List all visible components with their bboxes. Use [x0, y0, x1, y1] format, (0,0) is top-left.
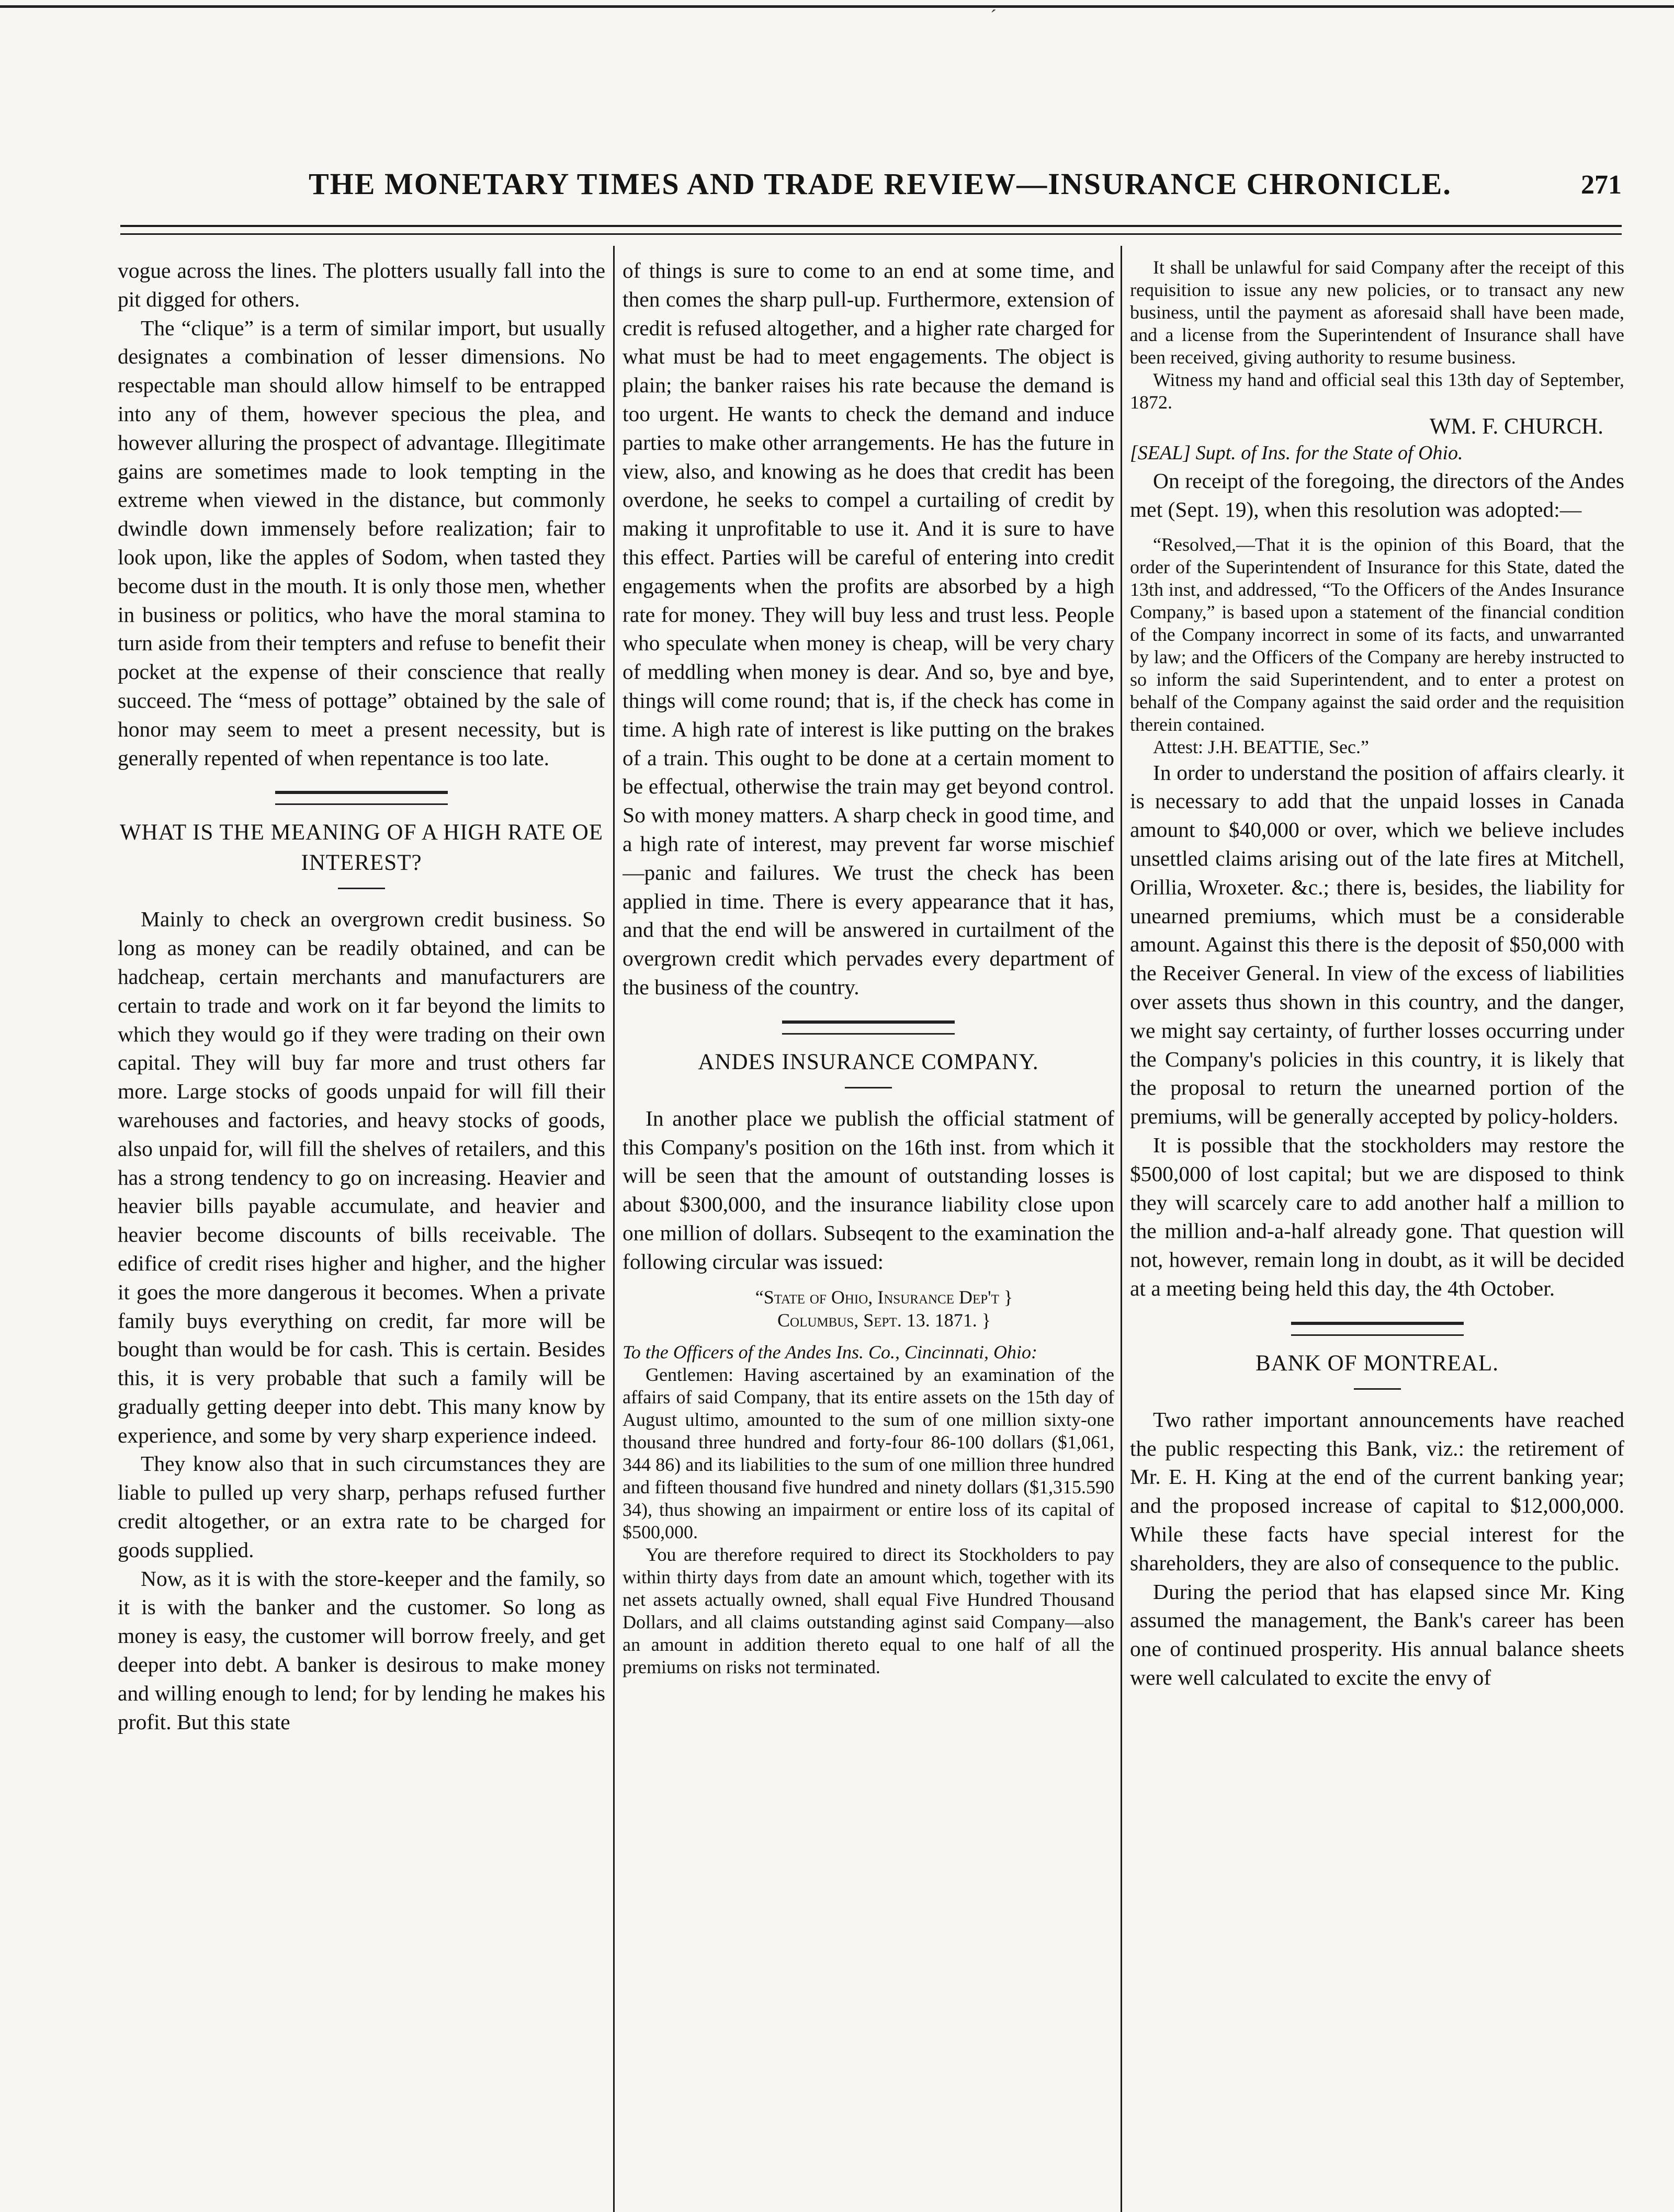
article-heading-interest: WHAT IS THE MEANING OF A HIGH RATE OE INTEREST?: [119, 820, 604, 876]
col1-paragraph-1: vogue across the lines. The plotters usually fall into the pit digged for others.: [118, 258, 605, 311]
col3-paragraph-2: In order to understand the position of affairs clearly. it is necessary to add that the unpaid losses in Canada amount to $40,000 or over, which we believe includes unsettled claims arising out of the late fires at Mitchell, Orillia, Wroxeter. &c.; there is, besides, the liability for unearned premiums, which must be a considerable amount. Against this there is the deposit of $50,000 with the Receiver General. In view of the excess of liabilities over assets thus shown in this country, and the danger, we might say certainty, of further losses occurring under the Company's policies in this country, it is likely that the proposal to return the unearned portion of the premiums, will be generally accepted by policy-holders.: [1130, 760, 1624, 1129]
circular-paragraph-2: You are therefore required to direct its Stockholders to pay within thirty days from date an amount which, together with its net assets actually owned, shall equal Five Hundred Thousand Dollars, and all claims outstanding aginst said Company—also an amount in addition thereto equal to one half of all the premiums on risks not terminated.: [623, 1544, 1114, 1677]
heading-dash: [1354, 1388, 1401, 1390]
col3-paragraph-3: It is possible that the stockholders may restore the $500,000 of lost capital; but we are disposed to think they will scarcely care to add another half a million to the million and-a-half already gone. That question will not, however, remain long in doubt, as it will be decided at a meeting being held this day, the 4th October.: [1130, 1132, 1624, 1300]
column-divider-1: [613, 246, 615, 2212]
col1-paragraph-5: Now, as it is with the store-keeper and the family, so it is with the banker and the customer. So long as money is easy, the customer will borrow freely, and get deeper into debt. A banker is desirous to make money and willing enough to lend; for by lending he makes his profit. But this state: [118, 1566, 605, 1734]
heading-dash: [845, 1087, 892, 1088]
col1-paragraph-3: Mainly to check an overgrown credit business. So long as money can be readily obtained, and can be hadcheap, certain merchants and manufacturers are certain to trade and work on it far beyond the limits to which they would go if they were trading on their own capital. They will buy far more and trust others far more. Large stocks of goods unpaid for will fill their warehouses and factories, and heavy stocks of goods, also unpaid for, will fill the shelves of retailers, and this has a strong tendency to go on increasing. Heavier and heavier bills payable accumulate, and heavier and heavier become discounts of bills receivable. The edifice of credit rises higher and higher, and the higher it goes the more dangerous it becomes. When a private family buys everything on credit, far more will be bought than would be for cash. This is certain. Besides this, it is very probable that such a family will be gradually getting deeper into debt. This many know by experience, and some by very sharp experience indeed.: [118, 907, 605, 1447]
circular-paragraph-1: Gentlemen: Having ascertained by an examination of the affairs of said Company, that its entire assets on the 15th day of August ultimo, amounted to the sum of one million sixty-one thousand three hundred and forty-four 86-100 dollars ($1,061, 344 86) and its liabilities to the sum of one million three hundred and fifteen thousand five hundred and ninety dollars ($1,315.590 34), thus showing an impairment or entire loss of its capital of $500,000.: [623, 1364, 1114, 1542]
top-border-rule: [0, 5, 1674, 8]
col2-paragraph-1: of things is sure to come to an end at some time, and then comes the sharp pull-up. Furthermore, extension of credit is refused altogether, and a higher rate charged for what must be had to meet engagements. The object is plain; the banker raises his rate because the demand is too urgent. He wants to check the demand and induce parties to make other arrangements. He has the future in view, also, and knowing as he does that credit has been overdone, he seeks to compel a curtailing of credit by making it unprofitable to use it. And it is sure to have this effect. Parties will be careful of entering into credit engagements when the profits are absorbed by a high rate for money. They will buy less and trust less. People who speculate when money is cheap, will be very chary of meddling when money is dear. And so, bye and bye, things will come round; that is, if the check has come in time. A high rate of interest is like putting on the brakes of a train. This ought to be done at a certain moment to be effectual, otherwise the train may get beyond control. So with money matters. A sharp check in good time, and a high rate of interest, may prevent far worse mischief—panic and failures. We trust the check has been applied in time. There is every appearance that it has, and that the end will be answered in curtailment of the overgrown credit which pervades every department of the business of the country.: [623, 258, 1114, 999]
col3-paragraph-5: During the period that has elapsed since Mr. King assumed the management, the Bank's career has been one of continued prosperity. His annual balance sheets were well calculated to excite the envy of: [1130, 1579, 1624, 1689]
circular-paragraph-3: It shall be unlawful for said Company after the receipt of this requisition to issue any new policies, or to transact any new business, until the payment as aforesaid shall have been made, and a license from the Superintendent of Insurance shall have been received, giving authority to resume business.: [1130, 257, 1624, 368]
pen-mark: ˊ: [990, 6, 997, 27]
section-divider: [1291, 1322, 1464, 1336]
heading-dash: [338, 888, 385, 889]
page-title: THE MONETARY TIMES AND TRADE REVIEW—INSURANCE CHRONICLE.: [309, 167, 1452, 201]
section-divider: [782, 1020, 955, 1035]
section-divider: [275, 791, 448, 805]
column-divider-2: [1121, 246, 1122, 2212]
col1-paragraph-4: They know also that in such circumstances they are liable to pulled up very sharp, perhaps refused further credit altogether, or an extra rate to be charged for goods supplied.: [118, 1451, 605, 1562]
column-3: [1130, 256, 1624, 2202]
col2-paragraph-2: In another place we publish the official statment of this Company's position on the 16th inst. from which it will be seen that the amount of outstanding losses is about $300,000, and the insurance liability close upon one million of dollars. Subseqent to the examination the following circular was issued:: [623, 1106, 1114, 1274]
circular-address-line-1: “State of Ohio, Insurance Dep't }: [755, 1286, 1013, 1308]
header-rule-top: [120, 225, 1622, 227]
column-2: [623, 256, 1114, 2202]
circular-salutation: To the Officers of the Andes Ins. Co., Cincinnati, Ohio:: [623, 1341, 1037, 1363]
page-header: [120, 166, 1622, 208]
column-1: [118, 256, 605, 2202]
article-heading-bank: BANK OF MONTREAL.: [1255, 1351, 1499, 1376]
attest-line: Attest: J.H. BEATTIE, Sec.”: [1153, 736, 1369, 757]
official-seal-line: [SEAL] Supt. of Ins. for the State of Ohio.: [1130, 442, 1463, 464]
resolution-text: “Resolved,—That it is the opinion of this Board, that the order of the Superintendent of Insurance for this State, dated the 13th inst, and addressed, “To the Officers of the Andes Insurance Company,” is based upon a statement of the financial condition of the Company incorrect in some of its facts, and unwarranted by law; and the Officers of the Company are hereby instructed to so inform the said Superintendent, and to enter a protest on behalf of the Company against the said order and the requisition therein contained.: [1130, 534, 1624, 735]
col3-paragraph-4: Two rather important announcements have reached the public respecting this Bank, viz.: the retirement of Mr. E. H. King at the end of the current banking year; and the proposed increase of capital to $12,000,000. While these facts have special interest for the shareholders, they are also of consequence to the public.: [1130, 1407, 1624, 1575]
page-number: 271: [1581, 170, 1622, 200]
col1-paragraph-2: The “clique” is a term of similar import, but usually designates a combination of lesser dimensions. No respectable man should allow himself to be entrapped into any of them, however specious the plea, and however alluring the prospect of advantage. Illegitimate gains are sometimes made to look tempting in the extreme when viewed in the distance, but commonly dwindle down immensely before realization; fair to look upon, like the apples of Sodom, when tasted they become dust in the mouth. It is only those men, whether in business or politics, who have the moral stamina to turn aside from their tempters and refuse to benefit their pocket at the expense of their conscience that really succeed. The “mess of pottage” obtained by the sale of honor may seem to meet a present necessity, but is generally repented of when repentance is too late.: [118, 315, 605, 770]
circular-address-line-2: Columbus, Sept. 13. 1871. }: [777, 1309, 991, 1331]
circular-witness: Witness my hand and official seal this 13th day of September, 1872.: [1130, 369, 1624, 413]
header-rule-bottom: [120, 233, 1622, 235]
signature-name: WM. F. CHURCH.: [1429, 414, 1603, 439]
col3-paragraph-1: On receipt of the foregoing, the directors of the Andes met (Sept. 19), when this resolution was adopted:—: [1130, 469, 1624, 521]
article-heading-andes: ANDES INSURANCE COMPANY.: [698, 1049, 1039, 1074]
